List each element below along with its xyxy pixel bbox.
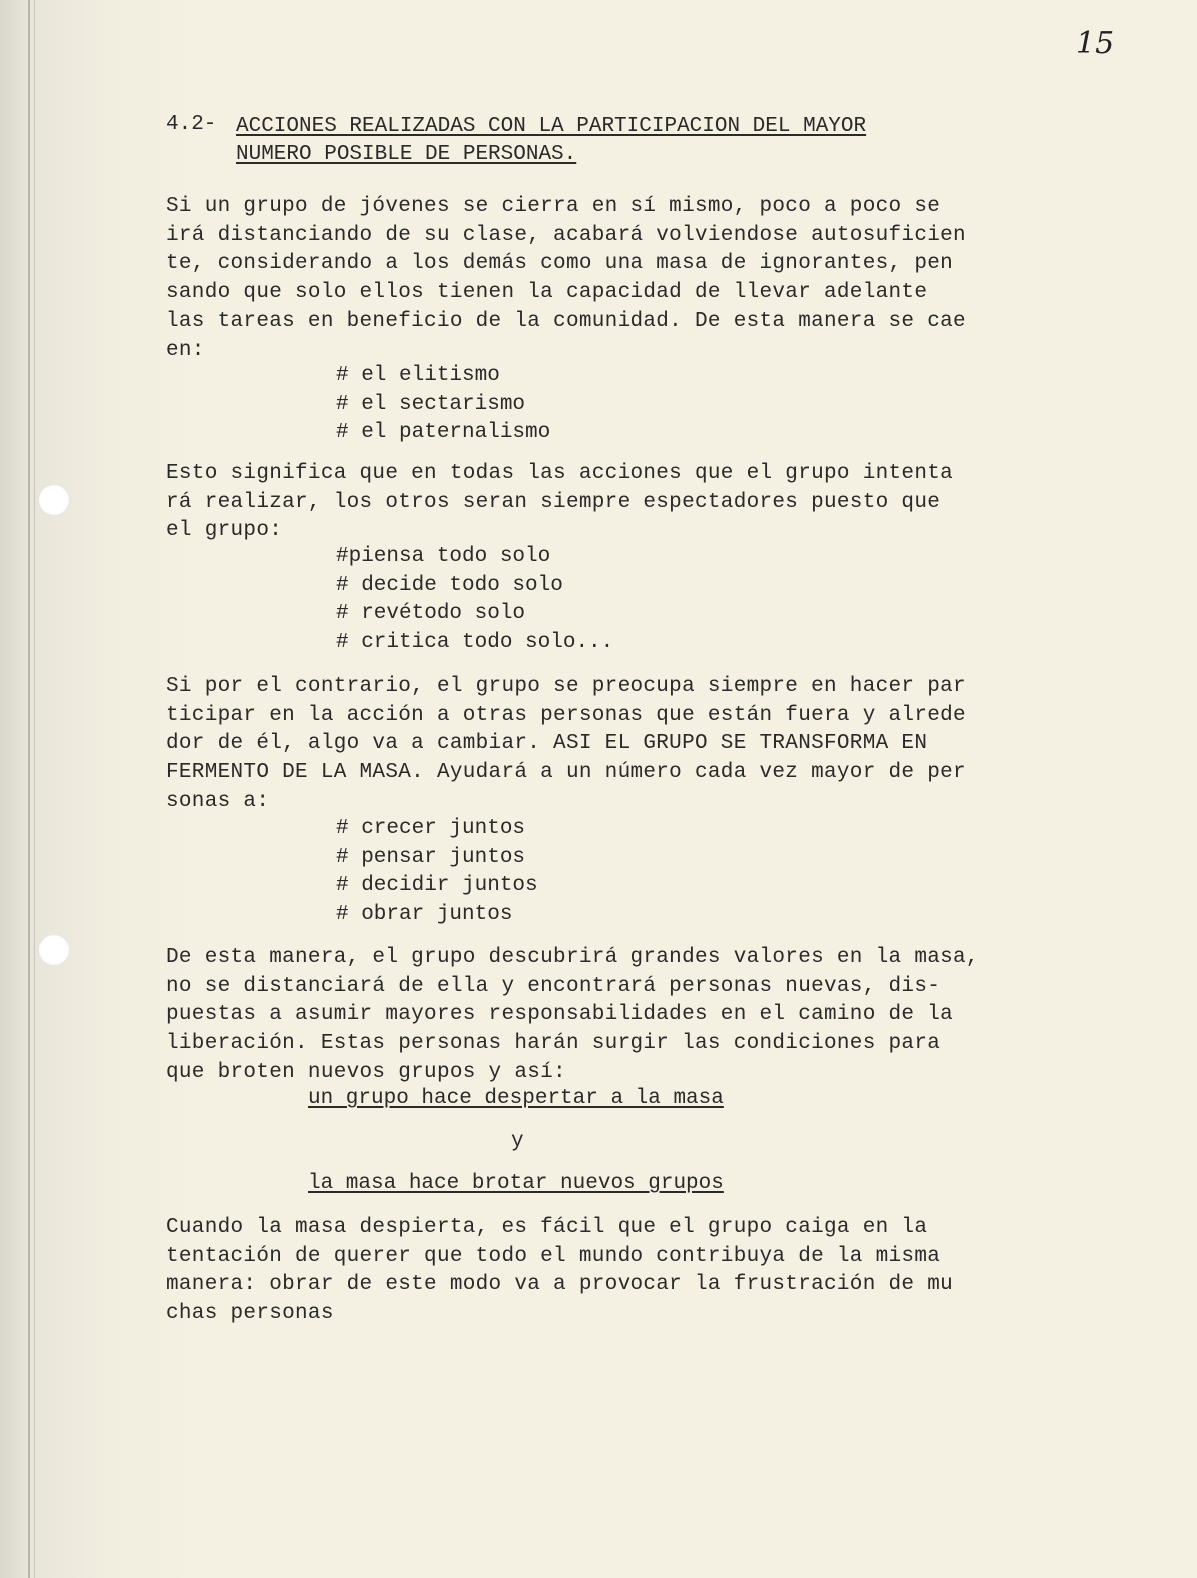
paragraph-line: Esto significa que en todas las acciones que el grupo intenta: [166, 462, 954, 485]
paragraph-line: irá distanciando de su clase, acabará volviendose autosuficien: [166, 223, 966, 247]
section-heading-line-2: NUMERO POSIBLE DE PERSONAS.: [236, 143, 577, 166]
list-item: # critica todo solo...: [336, 631, 614, 655]
list-item: # obrar juntos: [336, 903, 513, 927]
section-heading-line-1: ACCIONES REALIZADAS CON LA PARTICIPACION DEL MAYOR: [236, 115, 867, 138]
list-item: # el sectarismo: [336, 392, 526, 416]
paragraph-line: sando que solo ellos tienen la capacidad de llevar adelante: [166, 281, 928, 305]
paragraph-1: [166, 193, 1096, 365]
list-3: [336, 815, 538, 930]
paragraph-line: dor de él, algo va a cambiar. ASI EL GRUPO SE TRANSFORMA EN: [166, 732, 928, 756]
list-2: [336, 543, 613, 658]
paragraph-line: liberación. Estas personas harán surgir las condiciones para: [166, 1032, 941, 1056]
paragraph-line: chas personas: [166, 1302, 334, 1326]
section-number: 4.2-: [166, 113, 217, 136]
motto-conjunction: y: [511, 1130, 524, 1153]
paragraph-line: las tareas en beneficio de la comunidad. De esta manera se cae: [166, 309, 966, 333]
paragraph-5: [166, 1214, 1096, 1329]
motto-line-2: la masa hace brotar nuevos grupos: [308, 1172, 724, 1195]
paragraph-3: [166, 673, 1096, 817]
list-item: # crecer juntos: [336, 817, 526, 840]
paragraph-line: que broten nuevos grupos y así:: [166, 1060, 566, 1084]
margin-line: [28, 0, 30, 1578]
list-item: # decide todo solo: [336, 573, 563, 597]
paragraph-line: De esta manera, el grupo descubrirá grandes valores en la masa,: [166, 946, 979, 969]
list-item: # el paternalismo: [336, 421, 551, 445]
list-item: # decidir juntos: [336, 874, 538, 898]
paragraph-2: [166, 460, 1096, 546]
paragraph-line: en:: [166, 338, 205, 362]
paragraph-line: te, considerando a los demás como una masa de ignorantes, pen: [166, 252, 954, 276]
list-item: #piensa todo solo: [336, 545, 551, 568]
paragraph-line: el grupo:: [166, 519, 283, 543]
list-item: # revétodo solo: [336, 602, 526, 626]
list-item: # el elitismo: [336, 364, 500, 387]
paragraph-line: Cuando la masa despierta, es fácil que el grupo caiga en la: [166, 1216, 928, 1239]
list-1: [336, 362, 550, 448]
margin-line-inner: [34, 0, 35, 1578]
motto-line-1: un grupo hace despertar a la masa: [308, 1087, 724, 1110]
paragraph-line: sonas a:: [166, 789, 270, 813]
paragraph-line: puestas a asumir mayores responsabilidades en el camino de la: [166, 1003, 954, 1027]
paragraph-line: manera: obrar de este modo va a provocar la frustración de mu: [166, 1273, 954, 1297]
paragraph-line: tentación de querer que todo el mundo contribuya de la misma: [166, 1244, 941, 1268]
paragraph-line: ticipar en la acción a otras personas que están fuera y alrede: [166, 703, 966, 727]
paragraph-line: no se distanciará de ella y encontrará personas nuevas, dis-: [166, 974, 941, 998]
paragraph-line: rá realizar, los otros seran siempre espectadores puesto que: [166, 490, 941, 514]
page-number: 15: [1076, 26, 1115, 61]
section-heading: [236, 113, 866, 169]
paragraph-line: FERMENTO DE LA MASA. Ayudará a un número cada vez mayor de per: [166, 761, 966, 785]
punch-hole-top: [38, 484, 70, 516]
list-item: # pensar juntos: [336, 845, 526, 869]
paragraph-4: [166, 944, 1096, 1088]
punch-hole-bottom: [38, 934, 70, 966]
paragraph-line: Si por el contrario, el grupo se preocupa siempre en hacer par: [166, 675, 966, 698]
paragraph-line: Si un grupo de jóvenes se cierra en sí mismo, poco a poco se: [166, 195, 941, 218]
